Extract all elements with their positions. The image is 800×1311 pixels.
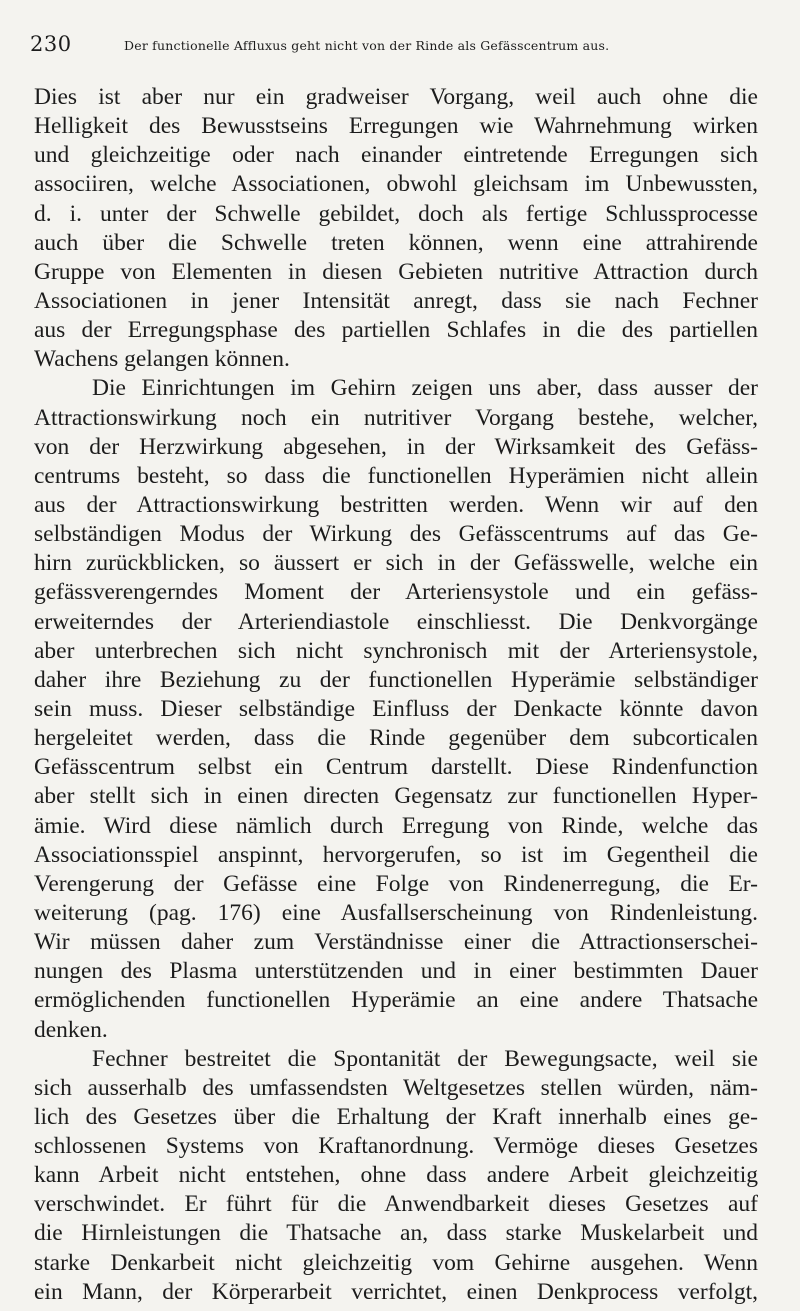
text-line: hirn zurückblicken, so äussert er sich in der Gefässwelle, welche ein (34, 550, 758, 577)
text-line: Wachens gelangen können. (34, 346, 290, 373)
text-line: Associationen in jener Intensität anregt, dass sie nach Fechner (34, 287, 758, 314)
text-line: sich ausserhalb des umfassendsten Weltgesetzes stellen würden, näm- (34, 1074, 758, 1101)
text-line: associiren, welche Associationen, obwohl gleichsam im Unbewussten, (34, 171, 758, 198)
paragraph-first-line: Fechner bestreitet die Spontanität der Bewegungsacte, weil sie (92, 1045, 758, 1072)
text-line: schlossenen Systems von Kraftanordnung. Vermöge dieses Gesetzes (34, 1133, 758, 1160)
text-line: auch über die Schwelle treten können, wenn eine attrahirende (34, 229, 758, 256)
text-line: weiterung (pag. 176) eine Ausfallserscheinung von Rindenleistung. (34, 899, 758, 926)
text-line: denken. (34, 1016, 108, 1043)
text-line: nungen des Plasma unterstützenden und in einer bestimmten Dauer (34, 958, 758, 985)
text-line: ermöglichenden functionellen Hyperämie an eine andere Thatsache (34, 987, 758, 1014)
text-line: von der Herzwirkung abgesehen, in der Wirksamkeit des Gefäss- (34, 433, 758, 460)
text-line: selbständigen Modus der Wirkung des Gefässcentrums auf das Ge- (34, 521, 758, 548)
text-line: erweiterndes der Arteriendiastole einschliesst. Die Denkvorgänge (34, 608, 758, 635)
body-text (34, 83, 758, 1307)
text-line: Dies ist aber nur ein gradweiser Vorgang, weil auch ohne die (34, 84, 758, 110)
text-line: starke Denkarbeit nicht gleichzeitig vom Gehirne ausgehen. Wenn (34, 1249, 758, 1276)
text-line: sein muss. Dieser selbständige Einfluss der Denkacte könnte davon (34, 695, 758, 722)
text-line: lich des Gesetzes über die Erhaltung der Kraft innerhalb eines ge- (34, 1103, 758, 1130)
running-head: Der functionelle Affluxus geht nicht von der Rinde als Gefässcentrum aus. (124, 38, 610, 53)
text-line: Verengerung der Gefässe eine Folge von Rindenerregung, die Er- (34, 870, 758, 897)
text-line: Gruppe von Elementen in diesen Gebieten nutritive Attraction durch (34, 258, 758, 285)
text-line: aber unterbrechen sich nicht synchronisch mit der Arteriensystole, (34, 637, 758, 664)
text-line: hergeleitet werden, dass die Rinde gegenüber dem subcorticalen (34, 725, 758, 752)
text-line: und gleichzeitige oder nach einander eintretende Erregungen sich (34, 142, 758, 169)
text-line: Wir müssen daher zum Verständnisse einer die Attractionserschei- (34, 929, 758, 956)
paragraph-first-line: Die Einrichtungen im Gehirn zeigen uns aber, dass ausser der (92, 375, 758, 402)
text-line: aus der Attractionswirkung bestritten werden. Wenn wir auf den (34, 491, 758, 518)
text-line: aber stellt sich in einen directen Gegensatz zur functionellen Hyper- (34, 783, 758, 810)
text-line: verschwindet. Er führt für die Anwendbarkeit dieses Gesetzes auf (34, 1191, 758, 1218)
text-line: daher ihre Beziehung zu der functionellen Hyperämie selbständiger (34, 666, 758, 693)
text-line: Helligkeit des Bewusstseins Erregungen wie Wahrnehmung wirken (34, 113, 758, 140)
text-line: ämie. Wird diese nämlich durch Erregung von Rinde, welche das (34, 812, 758, 839)
page-number: 230 (30, 32, 72, 56)
text-line: gefässverengerndes Moment der Arteriensystole und ein gefäss- (34, 579, 758, 606)
text-line: Associationsspiel anspinnt, hervorgerufen, so ist im Gegentheil die (34, 841, 758, 868)
text-line: die Hirnleistungen die Thatsache an, dass starke Muskelarbeit und (34, 1220, 758, 1247)
text-line: centrums besteht, so dass die functionellen Hyperämien nicht allein (34, 462, 758, 489)
text-line: d. i. unter der Schwelle gebildet, doch als fertige Schlussprocesse (34, 200, 758, 227)
text-line: kann Arbeit nicht entstehen, ohne dass andere Arbeit gleichzeitig (34, 1162, 758, 1189)
text-line: Attractionswirkung noch ein nutritiver Vorgang bestehe, welcher, (34, 404, 758, 431)
text-line: ein Mann, der Körperarbeit verrichtet, einen Denkprocess verfolgt, (34, 1278, 758, 1305)
text-line: Gefässcentrum selbst ein Centrum darstellt. Diese Rindenfunction (34, 754, 758, 781)
text-line: aus der Erregungsphase des partiellen Schlafes in die des partiellen (34, 317, 758, 344)
page-header (30, 30, 760, 60)
